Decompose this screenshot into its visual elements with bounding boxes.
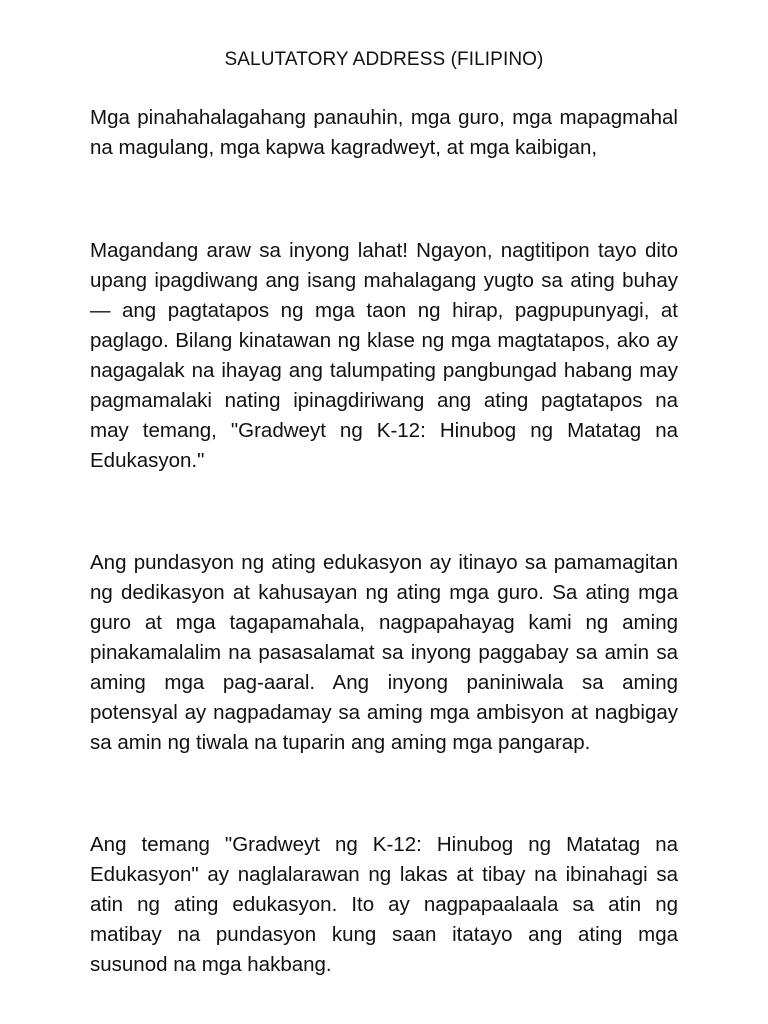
paragraph-theme: Ang temang "Gradweyt ng K-12: Hinubog ng Matatag na Edukasyon" ay naglalarawan ng lakas at tibay na ibinahagi sa atin ng ating edukasyon. Ito ay nagpapaalaala sa atin ng matibay na pundasyon kung saan itatayo ang ating mga susunod na mga hakbang.	[90, 833, 678, 976]
paragraph-greeting: Mga pinahahalagahang panauhin, mga guro, mga mapagmahal na magulang, mga kapwa kagradweyt, at mga kaibigan,	[90, 106, 678, 159]
paragraph-teachers: Ang pundasyon ng ating edukasyon ay itinayo sa pamamagitan ng dedikasyon at kahusayan ng ating mga guro. Sa ating mga guro at mga tagapamahala, nagpapahayag kami ng aming pinakamalalim na pasasalamat sa inyong paggabay sa amin sa aming mga pag-aaral. Ang inyong paniniwala sa aming potensyal ay nagpadamay sa aming mga ambisyon at nagbigay sa amin ng tiwala na tuparin ang aming mga pangarap.	[90, 551, 678, 754]
paragraph-opening: Magandang araw sa inyong lahat! Ngayon, nagtitipon tayo dito upang ipagdiwang ang isang mahalagang yugto sa ating buhay — ang pagtatapos ng mga taon ng hirap, pagpupunyagi, at paglago. Bilang kinatawan ng klase ng mga magtatapos, ako ay nagagalak na ihayag ang talumpating pangbungad habang may pagmamalaki nating ipinagdiriwang ang ating pagtatapos na may temang, "Gradweyt ng K-12: Hinubog ng Matatag na Edukasyon."	[90, 239, 678, 472]
document-title: SALUTATORY ADDRESS (FILIPINO)	[224, 49, 544, 70]
